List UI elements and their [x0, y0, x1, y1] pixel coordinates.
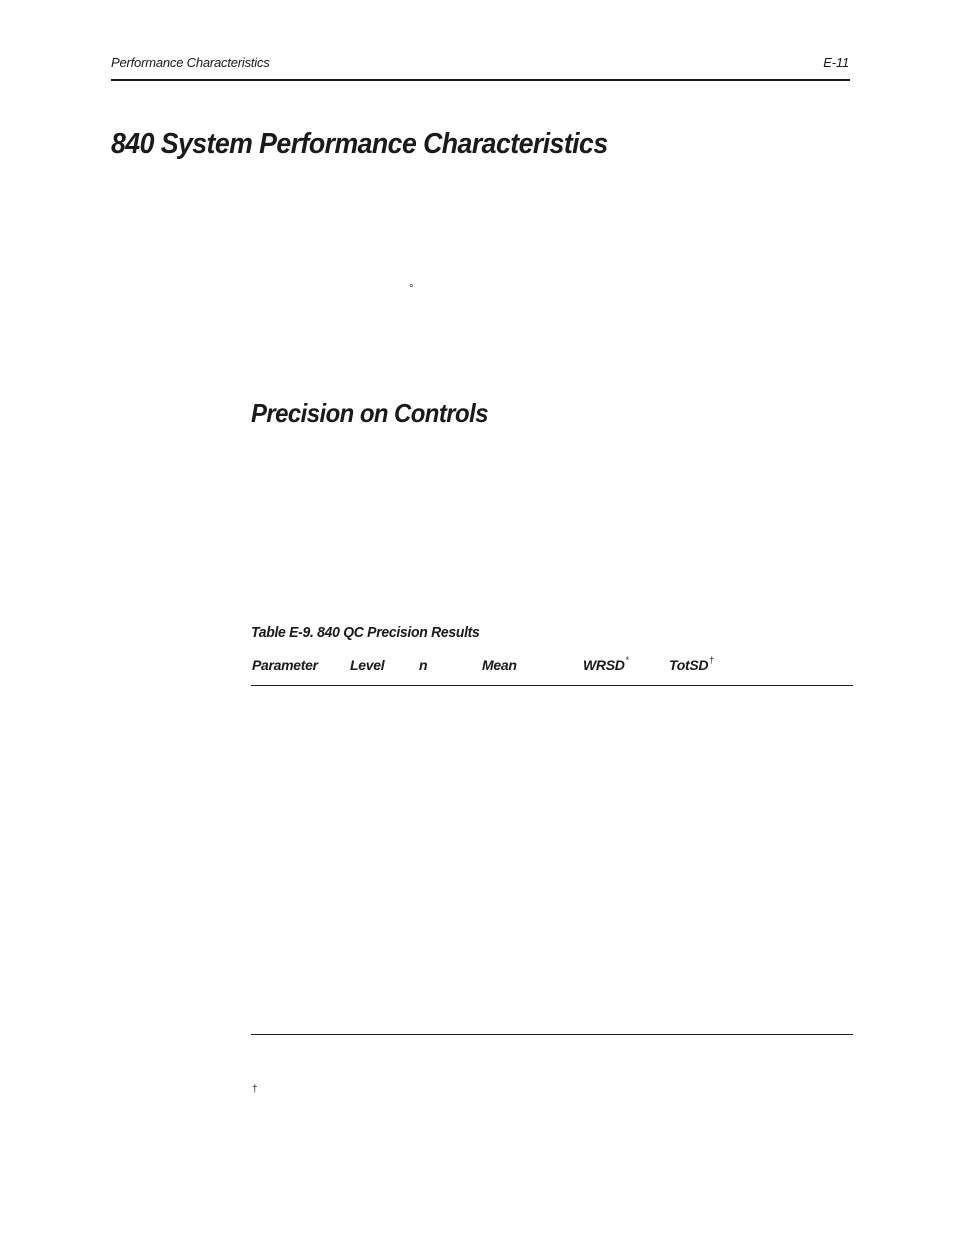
column-header-mean: Mean	[482, 657, 517, 673]
table-header-rule	[251, 685, 853, 686]
degree-symbol: °	[409, 283, 414, 295]
wrsd-footnote-mark: *	[625, 655, 629, 665]
table-caption: Table E-9. 840 QC Precision Results	[251, 624, 480, 641]
footnote-dagger-mark: †	[252, 1084, 258, 1095]
table-bottom-rule	[251, 1034, 853, 1035]
running-header-section: Performance Characteristics	[111, 55, 270, 70]
column-header-n: n	[419, 657, 428, 673]
column-header-wrsd-label: WRSD	[583, 657, 625, 673]
column-header-wrsd	[583, 657, 629, 673]
header-rule	[111, 79, 850, 81]
running-header-page-number: E-11	[823, 55, 849, 70]
column-header-parameter: Parameter	[252, 657, 318, 673]
totsd-footnote-mark: †	[709, 655, 714, 665]
page-title: 840 System Performance Characteristics	[111, 128, 608, 160]
column-header-totsd	[669, 657, 714, 673]
section-title: Precision on Controls	[251, 398, 488, 428]
column-header-totsd-label: TotSD	[669, 657, 709, 673]
column-header-level: Level	[350, 657, 385, 673]
